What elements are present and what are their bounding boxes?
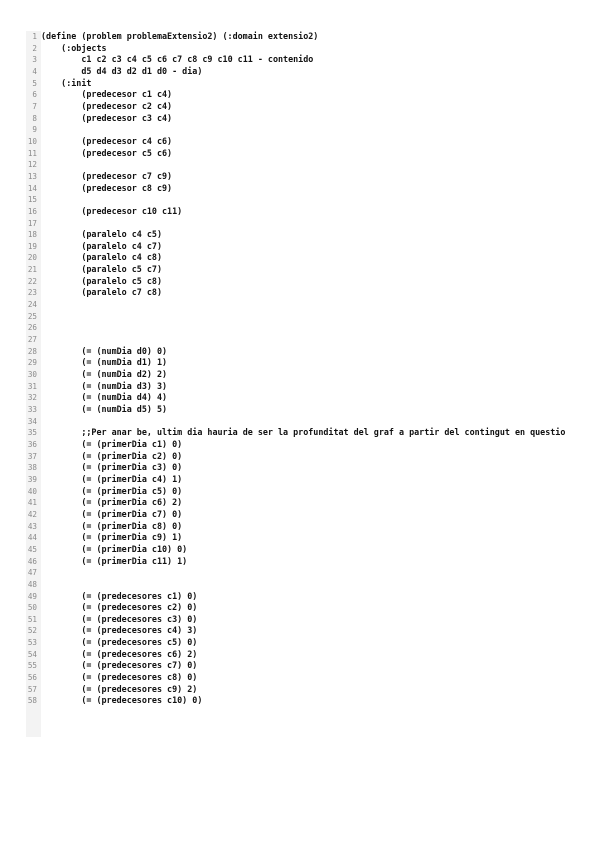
line-number: 45 — [27, 544, 37, 554]
line-number: 19 — [27, 241, 37, 251]
line-number: 11 — [27, 148, 37, 158]
line-number: 3 — [32, 55, 37, 65]
code-line — [26, 299, 586, 311]
code-line — [26, 322, 586, 334]
line-number: 2 — [32, 43, 37, 53]
code-text[interactable]: (predecesor c2 c4) — [41, 100, 173, 111]
code-text[interactable]: (predecesor c7 c9) — [41, 170, 173, 181]
line-number: 17 — [27, 218, 37, 228]
code-line — [26, 369, 586, 381]
line-number: 44 — [27, 533, 37, 543]
line-number: 53 — [27, 638, 37, 648]
code-line — [26, 346, 586, 358]
line-number: 32 — [27, 393, 37, 403]
code-text[interactable]: (= (predecesores c3) 0) — [41, 613, 198, 624]
line-number: 49 — [27, 591, 37, 601]
code-text[interactable]: (= (predecesores c9) 2) — [41, 683, 198, 694]
code-text[interactable]: (= (primerDia c2) 0) — [41, 450, 183, 461]
line-number: 25 — [27, 311, 37, 321]
code-line — [26, 532, 586, 544]
line-number: 6 — [32, 90, 37, 100]
code-line — [26, 31, 586, 43]
code-line — [26, 544, 586, 556]
line-number: 27 — [27, 335, 37, 345]
code-line — [26, 602, 586, 614]
code-line — [26, 567, 586, 579]
code-text[interactable] — [41, 311, 586, 323]
code-text[interactable] — [41, 416, 586, 428]
code-text[interactable]: (= (primerDia c3) 0) — [41, 462, 183, 473]
line-number: 38 — [27, 463, 37, 473]
code-line — [26, 357, 586, 369]
line-number: 5 — [32, 78, 37, 88]
code-text[interactable] — [41, 579, 586, 591]
code-text[interactable]: (= (numDia d5) 5) — [41, 404, 168, 414]
code-line — [26, 439, 586, 451]
code-line — [26, 684, 586, 696]
code-text[interactable]: (= (predecesores c5) 0) — [41, 637, 198, 648]
code-text[interactable]: (= (predecesores c1) 0) — [41, 590, 198, 601]
code-line — [26, 252, 586, 264]
line-number: 26 — [27, 323, 37, 333]
code-line — [26, 311, 586, 323]
code-line — [26, 381, 586, 393]
line-number: 58 — [27, 696, 37, 706]
code-editor[interactable] — [26, 31, 586, 707]
code-line — [26, 672, 586, 684]
line-number: 16 — [27, 206, 37, 216]
line-number: 40 — [27, 486, 37, 496]
line-number: 12 — [27, 160, 37, 170]
code-text[interactable]: d5 d4 d3 d2 d1 d0 - dia) — [41, 65, 203, 76]
line-number: 15 — [27, 195, 37, 205]
line-number: 35 — [27, 428, 37, 438]
code-line — [26, 556, 586, 568]
line-number: 23 — [27, 288, 37, 298]
line-number: 10 — [27, 136, 37, 146]
code-line — [26, 124, 586, 136]
line-number: 51 — [27, 614, 37, 624]
code-text[interactable]: (= (primerDia c10) 0) — [41, 543, 188, 554]
line-number: 30 — [27, 370, 37, 380]
line-number: 29 — [27, 358, 37, 368]
line-number: 7 — [32, 101, 37, 111]
code-text[interactable]: (= (predecesores c8) 0) — [41, 672, 198, 683]
code-line — [26, 218, 586, 230]
line-number: 47 — [27, 568, 37, 578]
code-text[interactable]: (= (predecesores c10) 0) — [41, 695, 203, 706]
code-text[interactable]: (paralelo c5 c7) — [41, 264, 163, 275]
line-number: 57 — [27, 684, 37, 694]
code-line — [26, 206, 586, 218]
code-line — [26, 78, 586, 90]
code-text[interactable]: (= (primerDia c6) 2) — [41, 497, 183, 508]
code-line — [26, 159, 586, 171]
code-text[interactable]: (predecesor c1 c4) — [41, 89, 173, 100]
code-text[interactable]: (paralelo c7 c8) — [41, 287, 163, 298]
line-number: 13 — [27, 171, 37, 181]
code-line — [26, 264, 586, 276]
code-line — [26, 101, 586, 113]
code-text[interactable]: (= (primerDia c7) 0) — [41, 508, 183, 519]
line-number: 41 — [27, 498, 37, 508]
line-number: 39 — [27, 474, 37, 484]
code-text[interactable]: ;;Per anar be, ultim dia hauria de ser la profunditat del graf a partir del contingut en questio — [41, 427, 566, 438]
line-number: 22 — [27, 276, 37, 286]
code-text[interactable]: (= (numDia d4) 4) — [41, 392, 168, 403]
line-number: 8 — [32, 113, 37, 123]
code-text[interactable]: (paralelo c4 c5) — [41, 229, 163, 240]
code-line — [26, 521, 586, 533]
code-text[interactable] — [41, 567, 586, 579]
code-line — [26, 451, 586, 463]
line-number: 14 — [27, 183, 37, 193]
code-line — [26, 416, 586, 428]
code-text[interactable]: (predecesor c8 c9) — [41, 182, 173, 193]
code-text[interactable]: (= (numDia d2) 2) — [41, 369, 168, 380]
code-line — [26, 54, 586, 66]
code-line — [26, 276, 586, 288]
code-text[interactable] — [41, 218, 586, 230]
code-line — [26, 404, 586, 416]
line-number: 34 — [27, 416, 37, 426]
code-line — [26, 579, 586, 591]
line-number: 52 — [27, 626, 37, 636]
code-text[interactable]: (:objects — [41, 42, 107, 53]
code-line — [26, 66, 586, 78]
code-text[interactable]: (define (problem problemaExtensio2) (:domain extensio2) — [41, 31, 319, 41]
code-text[interactable]: (= (primerDia c11) 1) — [41, 555, 188, 566]
line-number: 56 — [27, 673, 37, 683]
line-number: 18 — [27, 230, 37, 240]
code-line — [26, 148, 586, 160]
line-number: 31 — [27, 381, 37, 391]
code-text[interactable]: (predecesor c5 c6) — [41, 147, 173, 158]
code-text[interactable]: (= (predecesores c7) 0) — [41, 660, 198, 671]
line-number: 46 — [27, 556, 37, 566]
code-line — [26, 625, 586, 637]
code-line — [26, 695, 586, 707]
line-number: 42 — [27, 509, 37, 519]
code-line — [26, 229, 586, 241]
code-text[interactable]: (paralelo c4 c7) — [41, 240, 163, 251]
code-line — [26, 136, 586, 148]
code-text[interactable] — [41, 159, 586, 171]
code-line — [26, 474, 586, 486]
code-text[interactable]: (= (numDia d3) 3) — [41, 380, 168, 391]
code-line — [26, 241, 586, 253]
code-line — [26, 171, 586, 183]
line-number: 28 — [27, 346, 37, 356]
line-number: 50 — [27, 603, 37, 613]
code-line — [26, 497, 586, 509]
code-line — [26, 509, 586, 521]
line-number: 1 — [32, 32, 37, 41]
code-text[interactable]: (= (primerDia c5) 0) — [41, 485, 183, 496]
code-line — [26, 649, 586, 661]
line-number: 43 — [27, 521, 37, 531]
code-line — [26, 392, 586, 404]
line-number: 36 — [27, 439, 37, 449]
code-text[interactable]: (= (predecesores c6) 2) — [41, 648, 198, 659]
line-number: 54 — [27, 649, 37, 659]
line-number: 9 — [32, 125, 37, 135]
code-text[interactable] — [41, 299, 586, 311]
code-text[interactable]: (:init — [41, 77, 92, 88]
code-text[interactable]: (paralelo c5 c8) — [41, 275, 163, 286]
code-line — [26, 591, 586, 603]
code-text[interactable]: (= (primerDia c1) 0) — [41, 438, 183, 449]
line-number: 55 — [27, 661, 37, 671]
code-text[interactable]: (= (primerDia c8) 0) — [41, 520, 183, 531]
code-text[interactable] — [41, 124, 586, 136]
code-text[interactable]: (predecesor c4 c6) — [41, 135, 173, 146]
code-text[interactable]: (= (numDia d1) 1) — [41, 357, 168, 368]
code-line — [26, 43, 586, 55]
code-line — [26, 462, 586, 474]
code-text[interactable] — [41, 334, 586, 346]
code-line — [26, 334, 586, 346]
code-line — [26, 113, 586, 125]
code-text[interactable]: (paralelo c4 c8) — [41, 252, 163, 263]
code-text[interactable]: (= (primerDia c9) 1) — [41, 532, 183, 543]
code-line — [26, 194, 586, 206]
code-line — [26, 486, 586, 498]
code-text[interactable] — [41, 194, 586, 206]
code-text[interactable]: (predecesor c10 c11) — [41, 205, 183, 216]
code-line — [26, 614, 586, 626]
line-number: 37 — [27, 451, 37, 461]
code-text[interactable]: c1 c2 c3 c4 c5 c6 c7 c8 c9 c10 c11 - contenido — [41, 54, 314, 65]
code-line — [26, 89, 586, 101]
line-number: 48 — [27, 579, 37, 589]
code-line — [26, 637, 586, 649]
line-number: 20 — [27, 253, 37, 263]
code-text[interactable]: (predecesor c3 c4) — [41, 112, 173, 123]
code-line — [26, 660, 586, 672]
code-text[interactable]: (= (predecesores c4) 3) — [41, 625, 198, 636]
code-text[interactable]: (= (primerDia c4) 1) — [41, 473, 183, 484]
line-number: 4 — [32, 66, 37, 76]
code-text[interactable] — [41, 322, 586, 334]
line-number: 24 — [27, 300, 37, 310]
code-line — [26, 183, 586, 195]
code-line — [26, 427, 586, 439]
code-text[interactable]: (= (numDia d0) 0) — [41, 345, 168, 356]
line-number: 33 — [27, 405, 37, 414]
code-text[interactable]: (= (predecesores c2) 0) — [41, 602, 198, 613]
code-line — [26, 287, 586, 299]
line-number: 21 — [27, 265, 37, 275]
code-lines — [26, 31, 586, 707]
